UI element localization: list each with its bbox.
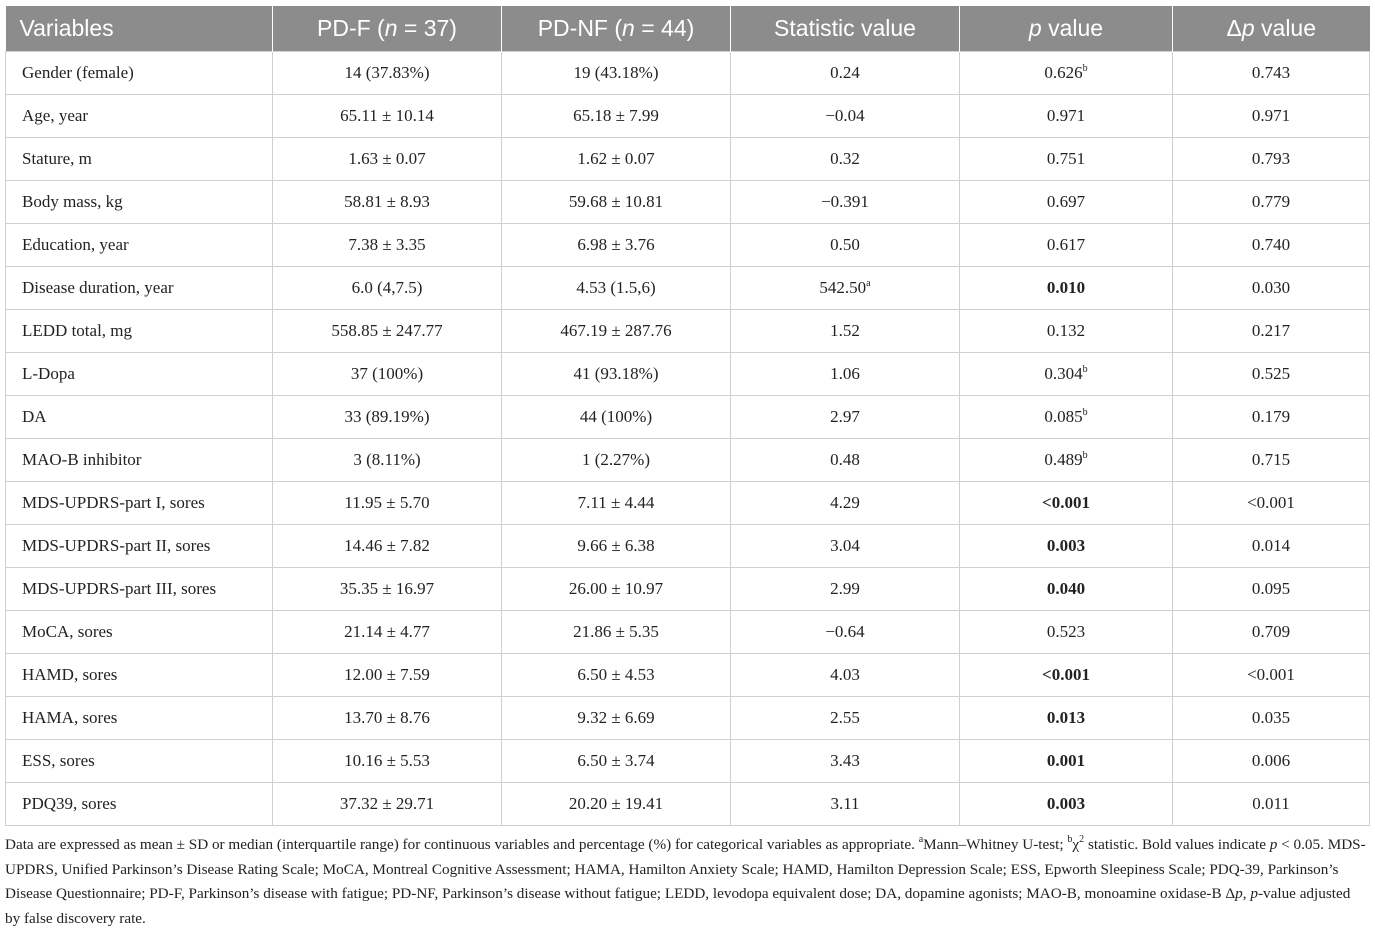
cell-statistic: −0.64	[731, 611, 960, 654]
cell-p-value: 0.626$^b$	[960, 52, 1173, 95]
results-table	[5, 6, 1370, 826]
cell-variable: L-Dopa	[6, 353, 273, 396]
table-row	[6, 439, 1370, 482]
cell-p-value: 0.489$^b$	[960, 439, 1173, 482]
cell-pd-nf: 9.66 ± 6.38	[502, 525, 731, 568]
cell-variable: PDQ39, sores	[6, 783, 273, 826]
cell-pd-f: 33 (89.19%)	[273, 396, 502, 439]
cell-statistic: 3.04	[731, 525, 960, 568]
cell-pd-nf: 21.86 ± 5.35	[502, 611, 731, 654]
cell-variable: Body mass, kg	[6, 181, 273, 224]
cell-delta-p-value: 0.715	[1173, 439, 1370, 482]
cell-pd-f: 10.16 ± 5.53	[273, 740, 502, 783]
table-row	[6, 138, 1370, 181]
table-row	[6, 654, 1370, 697]
cell-delta-p-value: 0.743	[1173, 52, 1370, 95]
cell-p-value: 0.001	[960, 740, 1173, 783]
cell-statistic: 0.50	[731, 224, 960, 267]
cell-pd-nf: 6.50 ± 4.53	[502, 654, 731, 697]
cell-variable: MAO-B inhibitor	[6, 439, 273, 482]
cell-delta-p-value: 0.030	[1173, 267, 1370, 310]
cell-pd-nf: 7.11 ± 4.44	[502, 482, 731, 525]
cell-p-value: 0.003	[960, 525, 1173, 568]
table-footnote: Data are expressed as mean ± SD or median (interquartile range) for continuous variables and percentage (%) for categorical variables as appropriate. $^a$Mann–Whitney U-test; $^b\chi^2$ statistic. Bold values indicate p < 0.05. MDS-UPDRS, Unified Parkinson’s Disease Rating Scale; MoCA, Montreal Cognitive Assessment; HAMA, Hamilton Anxiety Scale; HAMD, Hamilton Depression Scale; ESS, Epworth Sleepiness Scale; PDQ-39, Parkinson’s Disease Questionnaire; PD-F, Parkinson’s disease with fatigue; PD-NF, Parkinson’s disease without fatigue; LEDD, levodopa equivalent dose; DA, dopamine agonists; MAO-B, monoamine oxidase-B Δp, p-value adjusted by false discovery rate.	[5, 834, 1366, 927]
cell-pd-f: 58.81 ± 8.93	[273, 181, 502, 224]
table-row	[6, 783, 1370, 826]
cell-pd-nf: 65.18 ± 7.99	[502, 95, 731, 138]
table-row	[6, 52, 1370, 95]
cell-delta-p-value: 0.740	[1173, 224, 1370, 267]
table-body	[6, 52, 1370, 826]
cell-variable: Stature, m	[6, 138, 273, 181]
cell-statistic: 0.24	[731, 52, 960, 95]
cell-pd-f: 6.0 (4,7.5)	[273, 267, 502, 310]
table-container	[5, 6, 1369, 826]
cell-pd-nf: 20.20 ± 19.41	[502, 783, 731, 826]
table-row	[6, 697, 1370, 740]
cell-p-value: 0.085$^b$	[960, 396, 1173, 439]
cell-variable: MoCA, sores	[6, 611, 273, 654]
cell-variable: Age, year	[6, 95, 273, 138]
cell-pd-f: 558.85 ± 247.77	[273, 310, 502, 353]
cell-delta-p-value: <0.001	[1173, 482, 1370, 525]
cell-pd-f: 21.14 ± 4.77	[273, 611, 502, 654]
cell-statistic: 4.29	[731, 482, 960, 525]
cell-statistic: 2.99	[731, 568, 960, 611]
cell-variable: ESS, sores	[6, 740, 273, 783]
cell-pd-f: 35.35 ± 16.97	[273, 568, 502, 611]
header-delta-p-value: Δp value	[1173, 6, 1370, 52]
cell-p-value: 0.971	[960, 95, 1173, 138]
cell-statistic: 3.43	[731, 740, 960, 783]
cell-variable: DA	[6, 396, 273, 439]
cell-variable: MDS-UPDRS-part III, sores	[6, 568, 273, 611]
cell-pd-nf: 9.32 ± 6.69	[502, 697, 731, 740]
table-row	[6, 181, 1370, 224]
cell-pd-nf: 4.53 (1.5,6)	[502, 267, 731, 310]
table-row	[6, 396, 1370, 439]
table-row	[6, 525, 1370, 568]
cell-pd-nf: 1.62 ± 0.07	[502, 138, 731, 181]
cell-pd-nf: 6.98 ± 3.76	[502, 224, 731, 267]
cell-pd-nf: 41 (93.18%)	[502, 353, 731, 396]
cell-delta-p-value: <0.001	[1173, 654, 1370, 697]
table-row	[6, 740, 1370, 783]
cell-delta-p-value: 0.006	[1173, 740, 1370, 783]
cell-statistic: 0.32	[731, 138, 960, 181]
cell-pd-nf: 1 (2.27%)	[502, 439, 731, 482]
cell-variable: MDS-UPDRS-part I, sores	[6, 482, 273, 525]
cell-delta-p-value: 0.179	[1173, 396, 1370, 439]
cell-delta-p-value: 0.709	[1173, 611, 1370, 654]
cell-pd-nf: 6.50 ± 3.74	[502, 740, 731, 783]
header-pd-nf: PD-NF (n = 44)	[502, 6, 731, 52]
cell-pd-f: 11.95 ± 5.70	[273, 482, 502, 525]
cell-p-value: 0.040	[960, 568, 1173, 611]
table-row	[6, 224, 1370, 267]
cell-delta-p-value: 0.014	[1173, 525, 1370, 568]
cell-p-value: 0.523	[960, 611, 1173, 654]
cell-p-value: 0.304$^b$	[960, 353, 1173, 396]
cell-p-value: 0.751	[960, 138, 1173, 181]
header-pd-f: PD-F (n = 37)	[273, 6, 502, 52]
cell-pd-f: 1.63 ± 0.07	[273, 138, 502, 181]
cell-statistic: −0.04	[731, 95, 960, 138]
cell-p-value: 0.132	[960, 310, 1173, 353]
table-row	[6, 310, 1370, 353]
cell-pd-nf: 59.68 ± 10.81	[502, 181, 731, 224]
cell-pd-f: 14.46 ± 7.82	[273, 525, 502, 568]
table-row	[6, 611, 1370, 654]
cell-pd-nf: 26.00 ± 10.97	[502, 568, 731, 611]
table-row	[6, 95, 1370, 138]
cell-variable: HAMD, sores	[6, 654, 273, 697]
cell-pd-nf: 467.19 ± 287.76	[502, 310, 731, 353]
cell-pd-f: 14 (37.83%)	[273, 52, 502, 95]
cell-delta-p-value: 0.011	[1173, 783, 1370, 826]
cell-statistic: 1.06	[731, 353, 960, 396]
cell-variable: Disease duration, year	[6, 267, 273, 310]
cell-variable: MDS-UPDRS-part II, sores	[6, 525, 273, 568]
cell-delta-p-value: 0.793	[1173, 138, 1370, 181]
cell-delta-p-value: 0.095	[1173, 568, 1370, 611]
header-statistic-value: Statistic value	[731, 6, 960, 52]
cell-p-value: 0.697	[960, 181, 1173, 224]
cell-delta-p-value: 0.217	[1173, 310, 1370, 353]
cell-pd-f: 7.38 ± 3.35	[273, 224, 502, 267]
cell-statistic: 4.03	[731, 654, 960, 697]
cell-pd-f: 13.70 ± 8.76	[273, 697, 502, 740]
cell-statistic: 1.52	[731, 310, 960, 353]
cell-variable: LEDD total, mg	[6, 310, 273, 353]
cell-statistic: 2.55	[731, 697, 960, 740]
cell-pd-nf: 44 (100%)	[502, 396, 731, 439]
cell-statistic: 3.11	[731, 783, 960, 826]
cell-statistic: −0.391	[731, 181, 960, 224]
cell-pd-f: 65.11 ± 10.14	[273, 95, 502, 138]
cell-variable: HAMA, sores	[6, 697, 273, 740]
cell-p-value: 0.013	[960, 697, 1173, 740]
cell-p-value: <0.001	[960, 654, 1173, 697]
cell-variable: Education, year	[6, 224, 273, 267]
cell-pd-f: 37.32 ± 29.71	[273, 783, 502, 826]
cell-p-value: 0.617	[960, 224, 1173, 267]
cell-p-value: <0.001	[960, 482, 1173, 525]
header-row	[6, 6, 1370, 52]
cell-pd-nf: 19 (43.18%)	[502, 52, 731, 95]
table-row	[6, 482, 1370, 525]
cell-pd-f: 37 (100%)	[273, 353, 502, 396]
cell-pd-f: 12.00 ± 7.59	[273, 654, 502, 697]
cell-statistic: 2.97	[731, 396, 960, 439]
cell-variable: Gender (female)	[6, 52, 273, 95]
cell-p-value: 0.010	[960, 267, 1173, 310]
cell-statistic: 0.48	[731, 439, 960, 482]
cell-statistic: 542.50$^a$	[731, 267, 960, 310]
table-row	[6, 267, 1370, 310]
header-variables: Variables	[6, 6, 273, 52]
header-p-value: p value	[960, 6, 1173, 52]
cell-p-value: 0.003	[960, 783, 1173, 826]
table-row	[6, 353, 1370, 396]
cell-delta-p-value: 0.971	[1173, 95, 1370, 138]
cell-delta-p-value: 0.525	[1173, 353, 1370, 396]
cell-pd-f: 3 (8.11%)	[273, 439, 502, 482]
table-row	[6, 568, 1370, 611]
cell-delta-p-value: 0.779	[1173, 181, 1370, 224]
cell-delta-p-value: 0.035	[1173, 697, 1370, 740]
